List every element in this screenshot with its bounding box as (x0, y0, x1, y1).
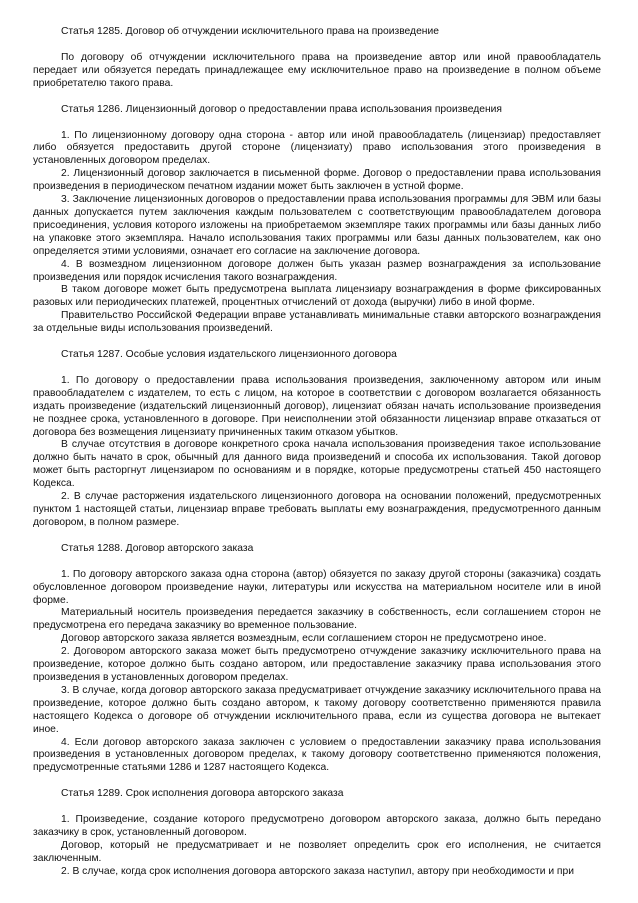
paragraph: 2. Лицензионный договор заключается в письменной форме. Договор о предоставлении права использования произведения в периодическом печатном издании может быть заключен в устной форме. (33, 168, 601, 193)
paragraph: В случае отсутствия в договоре конкретного срока начала использования произведения такое использование должно быть начато в срок, обычный для данного вида произведений и способа их использования. Такой договор может быть расторгнут лицензиаром по основаниям и в порядке, которые предусмотрены статьей 450 настоящего Кодекса. (33, 439, 601, 490)
article-title: Статья 1287. Особые условия издательского лицензионного договора (61, 349, 397, 361)
paragraph: 2. В случае, когда срок исполнения договора авторского заказа наступил, автору при необходимости и при (61, 865, 574, 877)
paragraph: 3. В случае, когда договор авторского заказа предусматривает отчуждение заказчику исключительного права на произведение, которое должно быть создано автором, к такому договору соответственно применяются правила настоящего Кодекса о договоре об отчуждении исключительного права, если из существа договора не вытекает иное. (33, 684, 601, 735)
article-title: Статья 1285. Договор об отчуждении исключительного права на произведение (61, 26, 439, 37)
paragraph: 2. В случае расторжения издательского лицензионного договора на основании положений, предусмотренных пунктом 1 настоящей статьи, лицензиар вправе требовать выплаты ему вознаграждения, предусмотренного данным договором, в полном размере. (33, 491, 601, 528)
paragraph: Договор, который не предусматривает и не позволяет определить срок его исполнения, не считается заключенным. (33, 839, 601, 864)
article-title: Статья 1289. Срок исполнения договора авторского заказа (61, 788, 344, 800)
document-page (33, 26, 601, 892)
paragraph: 4. В возмездном лицензионном договоре должен быть указан размер вознаграждения за использование произведения или порядок исчисления такого вознаграждения. (33, 258, 601, 283)
paragraph: 2. Договором авторского заказа может быть предусмотрено отчуждение заказчику исключительного права на произведение, которое должно быть создано автором, или предоставление заказчику права использования этого произведения в установленных договором пределах. (33, 646, 601, 683)
article-1288 (33, 543, 601, 775)
article-title: Статья 1286. Лицензионный договор о предоставлении права использования произведения (61, 103, 502, 115)
paragraph: 1. По лицензионному договору одна сторона - автор или иной правообладатель (лицензиар) предоставляет либо обязуется предоставить другой стороне (лицензиату) право использования этого произведения в установленных договором пределах. (33, 129, 601, 167)
article-1286 (33, 104, 601, 336)
paragraph: 4. Если договор авторского заказа заключен с условием о предоставлении заказчику права использования произведения в установленных договором пределах, к такому договору соответственно применяются положения, предусмотренные статьями 1286 и 1287 настоящего Кодекса. (33, 736, 601, 774)
paragraph: По договору об отчуждении исключительного права на произведение автор или иной правообладатель передает или обязуется передать принадлежащее ему исключительное право на произведение в полном объеме приобретателю такого права. (33, 51, 601, 89)
paragraph: 1. По договору о предоставлении права использования произведения, заключенному автором или иным правообладателем с издателем, то есть с лицом, на которое в соответствии с договором возлагается обязанность издать произведение (издательский лицензионный договор), лицензиат обязан начать использование произведения не позднее срока, установленного в договоре. При неисполнении этой обязанности лицензиар вправе отказаться от договора без возмещения лицензиату причиненных таким отказом убытков. (33, 374, 601, 438)
article-1287 (33, 349, 601, 530)
paragraph: 1. По договору авторского заказа одна сторона (автор) обязуется по заказу другой стороны (заказчика) создать обусловленное договором произведение науки, литературы или искусства на материальном носителе или в иной форме. (33, 568, 601, 606)
paragraph: Правительство Российской Федерации вправе устанавливать минимальные ставки авторского вознаграждения за отдельные виды использования произведений. (33, 310, 601, 335)
paragraph: Договор авторского заказа является возмездным, если соглашением сторон не предусмотрено иное. (61, 633, 547, 645)
paragraph: В таком договоре может быть предусмотрена выплата лицензиару вознаграждения в форме фиксированных разовых или периодических платежей, процентных отчислений от дохода (выручки) либо в иной форме. (33, 284, 601, 309)
article-1285 (33, 26, 601, 91)
article-1289 (33, 788, 601, 878)
paragraph: 1. Произведение, создание которого предусмотрено договором авторского заказа, должно быть передано заказчику в срок, установленный договором. (33, 814, 601, 839)
paragraph: Материальный носитель произведения передается заказчику в собственность, если соглашением сторон не предусмотрена его передача заказчику во временное пользование. (33, 607, 601, 632)
paragraph: 3. Заключение лицензионных договоров о предоставлении права использования программы для ЭВМ или базы данных допускается путем заключения каждым пользователем с соответствующим правообладателем договора присоединения, условия которого изложены на приобретаемом экземпляре таких программы или базы данных либо на упаковке этого экземпляра. Начало использования таких программы или базы данных пользователем, как оно определяется этими условиями, означает его согласие на заключение договора. (33, 194, 601, 257)
article-title: Статья 1288. Договор авторского заказа (61, 542, 254, 554)
